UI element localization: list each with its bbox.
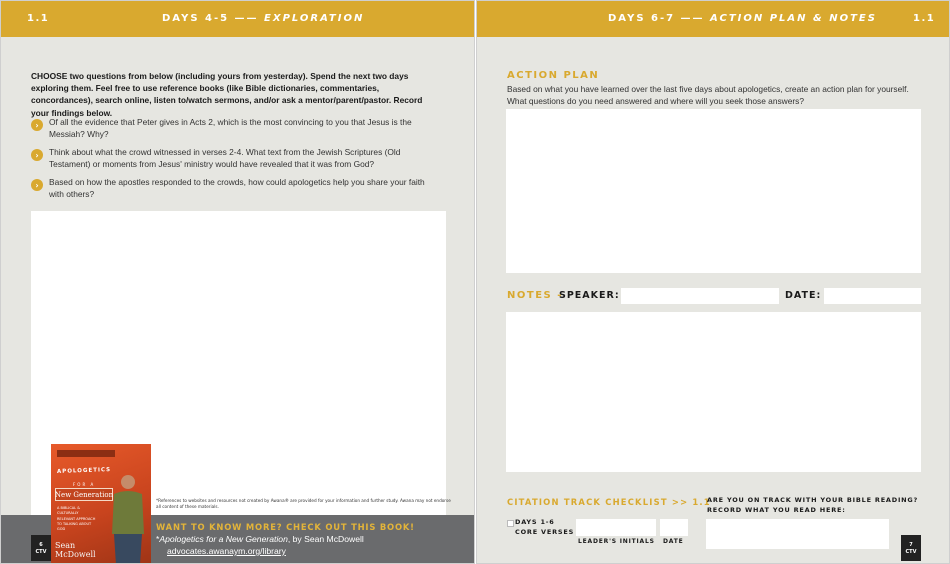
person-illustration bbox=[106, 472, 146, 564]
date-field[interactable] bbox=[824, 288, 921, 304]
speaker-label: SPEAKER: bbox=[559, 290, 620, 301]
promo-star: * bbox=[156, 534, 160, 544]
bible-reading-line1: ARE YOU ON TRACK WITH YOUR BIBLE READING? bbox=[707, 496, 919, 504]
question-item bbox=[31, 177, 431, 201]
action-plan-heading: ACTION PLAN bbox=[507, 70, 600, 81]
section-label: ACTION PLAN & NOTES bbox=[710, 13, 877, 24]
checklist-item-days: DAYS 1-6 bbox=[515, 518, 555, 526]
section-label: EXPLORATION bbox=[264, 13, 365, 24]
cover-title: New Generation bbox=[55, 488, 113, 501]
instructions: CHOOSE two questions from below (including yours from yesterday). Spend the next two days exploring them. Feel free to use reference books (like Bible dictionaries, commentaries, concordances), search online, listen to/watch sermons, and/or ask a mentor/parent/pastor. Record your findings below. bbox=[31, 71, 423, 118]
page-number: 6 bbox=[39, 542, 43, 548]
page-badge-label: CTV bbox=[35, 548, 47, 555]
page-number-badge bbox=[901, 535, 921, 561]
date-label: DATE: bbox=[785, 290, 822, 301]
days-label: DAYS 6-7 bbox=[608, 13, 676, 24]
question-text: Of all the evidence that Peter gives in Acts 2, which is the most convincing to you that Jesus is the Messiah? Why? bbox=[49, 117, 412, 139]
question-text: Think about what the crowd witnessed in verses 2-4. What text from the Jewish Scriptures (Old Testament) or moments from Jesus' ministry would have revealed that it was from God? bbox=[49, 147, 401, 169]
notes-writing-area[interactable] bbox=[506, 312, 921, 472]
leader-initials-field[interactable] bbox=[576, 519, 656, 536]
days-label: DAYS 4-5 bbox=[162, 13, 230, 24]
checklist-date-field[interactable] bbox=[660, 519, 688, 536]
checklist-item-verses: CORE VERSES bbox=[515, 527, 575, 536]
book-cover-image bbox=[51, 444, 151, 564]
citation-heading: CITATION TRACK CHECKLIST >> 1.1 bbox=[507, 497, 711, 507]
library-link[interactable]: advocates.awanaym.org/library bbox=[167, 546, 286, 556]
page-badge-label: CTV bbox=[905, 548, 917, 555]
right-page bbox=[476, 0, 950, 564]
question-text: Based on how the apostles responded to the crowds, how could apologetics help you share your faith with others? bbox=[49, 177, 425, 199]
page-code: 1.1 bbox=[913, 13, 936, 24]
page-number-badge bbox=[31, 535, 51, 561]
bible-reading-field[interactable] bbox=[706, 519, 889, 549]
promo-book-line bbox=[156, 534, 364, 544]
action-plan-writing-area[interactable] bbox=[506, 109, 921, 273]
page-code: 1.1 bbox=[27, 13, 50, 24]
promo-book-title: Apologetics for a New Generation bbox=[159, 534, 288, 544]
cover-tagline: A BIBLICAL & CULTURALLY RELEVANT APPROACH TO TALKING ABOUT GOD bbox=[57, 506, 96, 531]
leader-initials-label: LEADER'S INITIALS bbox=[578, 538, 655, 545]
cover-author-first: Sean bbox=[55, 541, 76, 550]
left-header-bar bbox=[1, 1, 474, 37]
cover-author-last: McDowell bbox=[55, 549, 96, 559]
cover-author bbox=[55, 542, 96, 560]
checklist-item bbox=[515, 518, 574, 538]
action-plan-instructions: Based on what you have learned over the last five days about apologetics, create an action plan for yourself. What questions do you need answered and where will you seek those answers? bbox=[507, 84, 909, 107]
cover-top-strip bbox=[57, 450, 115, 457]
section-title: DAYS 6-7 —— ACTION PLAN & NOTES bbox=[608, 13, 877, 24]
notes-heading: NOTES - bbox=[507, 290, 563, 301]
chevron-right-icon: › bbox=[31, 119, 43, 131]
chevron-right-icon: › bbox=[31, 179, 43, 191]
chevron-right-icon: › bbox=[31, 149, 43, 161]
cover-for-a: FOR A bbox=[73, 482, 96, 487]
checklist-checkbox[interactable] bbox=[507, 520, 514, 527]
cover-banner: APOLOGETICS bbox=[56, 467, 112, 475]
section-title: DAYS 4-5 —— EXPLORATION bbox=[162, 13, 365, 24]
promo-heading: WANT TO KNOW MORE? CHECK OUT THIS BOOK! bbox=[156, 522, 415, 532]
footnote: *References to websites and resources not created by Awana® are provided for your information and further study. Awana may not endorse all content of these materials. bbox=[156, 498, 451, 509]
checklist-date-label: DATE bbox=[663, 538, 684, 545]
right-header-bar bbox=[477, 1, 949, 37]
question-item bbox=[31, 147, 431, 171]
question-item bbox=[31, 117, 431, 141]
page-number: 7 bbox=[909, 542, 913, 548]
promo-author: , by Sean McDowell bbox=[287, 534, 364, 544]
speaker-field[interactable] bbox=[621, 288, 779, 304]
bible-reading-line2: RECORD WHAT YOU READ HERE: bbox=[707, 505, 846, 514]
bible-reading-prompt bbox=[707, 496, 918, 516]
